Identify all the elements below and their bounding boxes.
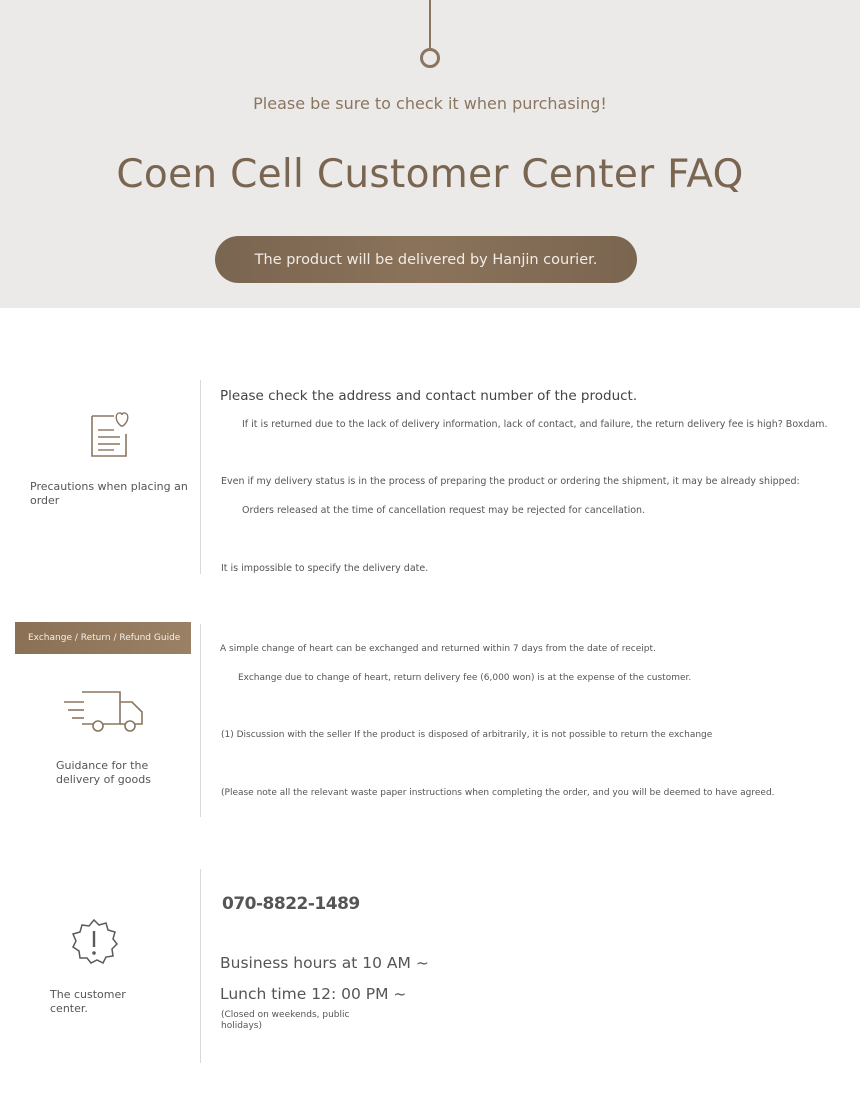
header [0, 0, 860, 308]
section-divider [200, 380, 201, 574]
lunch-time: Lunch time 12: 00 PM ~ [220, 985, 407, 1003]
order-line-2: Even if my delivery status is in the process of preparing the product or ordering the shipment, it may be already shipped: [221, 476, 800, 487]
order-precautions-label: Precautions when placing an order [30, 480, 188, 507]
delivery-line-4: (Please note all the relevant waste paper instructions when completing the order, and you will be deemed to have agreed. [221, 788, 775, 798]
delivery-line-2: Exchange due to change of heart, return delivery fee (6,000 won) is at the expense of the customer. [238, 673, 692, 683]
header-subtitle: Please be sure to check it when purchasing! [253, 94, 607, 113]
document-heart-icon [88, 408, 134, 464]
delivery-line-1: A simple change of heart can be exchanged and returned within 7 days from the date of receipt. [220, 644, 656, 654]
delivery-guidance-label: Guidance for the delivery of goods [56, 759, 151, 786]
address-heading: Please check the address and contact number of the product. [220, 388, 638, 404]
pin-circle-icon [420, 48, 440, 68]
pin-line [429, 0, 431, 48]
phone-number: 070-8822-1489 [222, 894, 360, 914]
order-line-3: Orders released at the time of cancellation request may be rejected for cancellation. [242, 505, 646, 516]
delivery-truck-icon [62, 688, 146, 738]
page-title: Coen Cell Customer Center FAQ [116, 152, 744, 197]
customer-center-label: The customer center. [50, 988, 126, 1015]
closed-note: (Closed on weekends, public holidays) [221, 1010, 350, 1031]
delivery-notice-pill: The product will be delivered by Hanjin courier. [215, 236, 637, 283]
exchange-return-refund-badge: Exchange / Return / Refund Guide [15, 622, 191, 654]
section-divider [200, 869, 201, 1063]
business-hours: Business hours at 10 AM ~ [220, 954, 429, 972]
alert-badge-icon [70, 918, 118, 970]
order-line-4: It is impossible to specify the delivery date. [221, 563, 429, 574]
section-divider [200, 624, 201, 817]
order-line-1: If it is returned due to the lack of delivery information, lack of contact, and failure, the return delivery fee is high? Boxdam. [242, 419, 828, 430]
delivery-line-3: (1) Discussion with the seller If the product is disposed of arbitrarily, it is not possible to return the exchange [221, 730, 713, 740]
